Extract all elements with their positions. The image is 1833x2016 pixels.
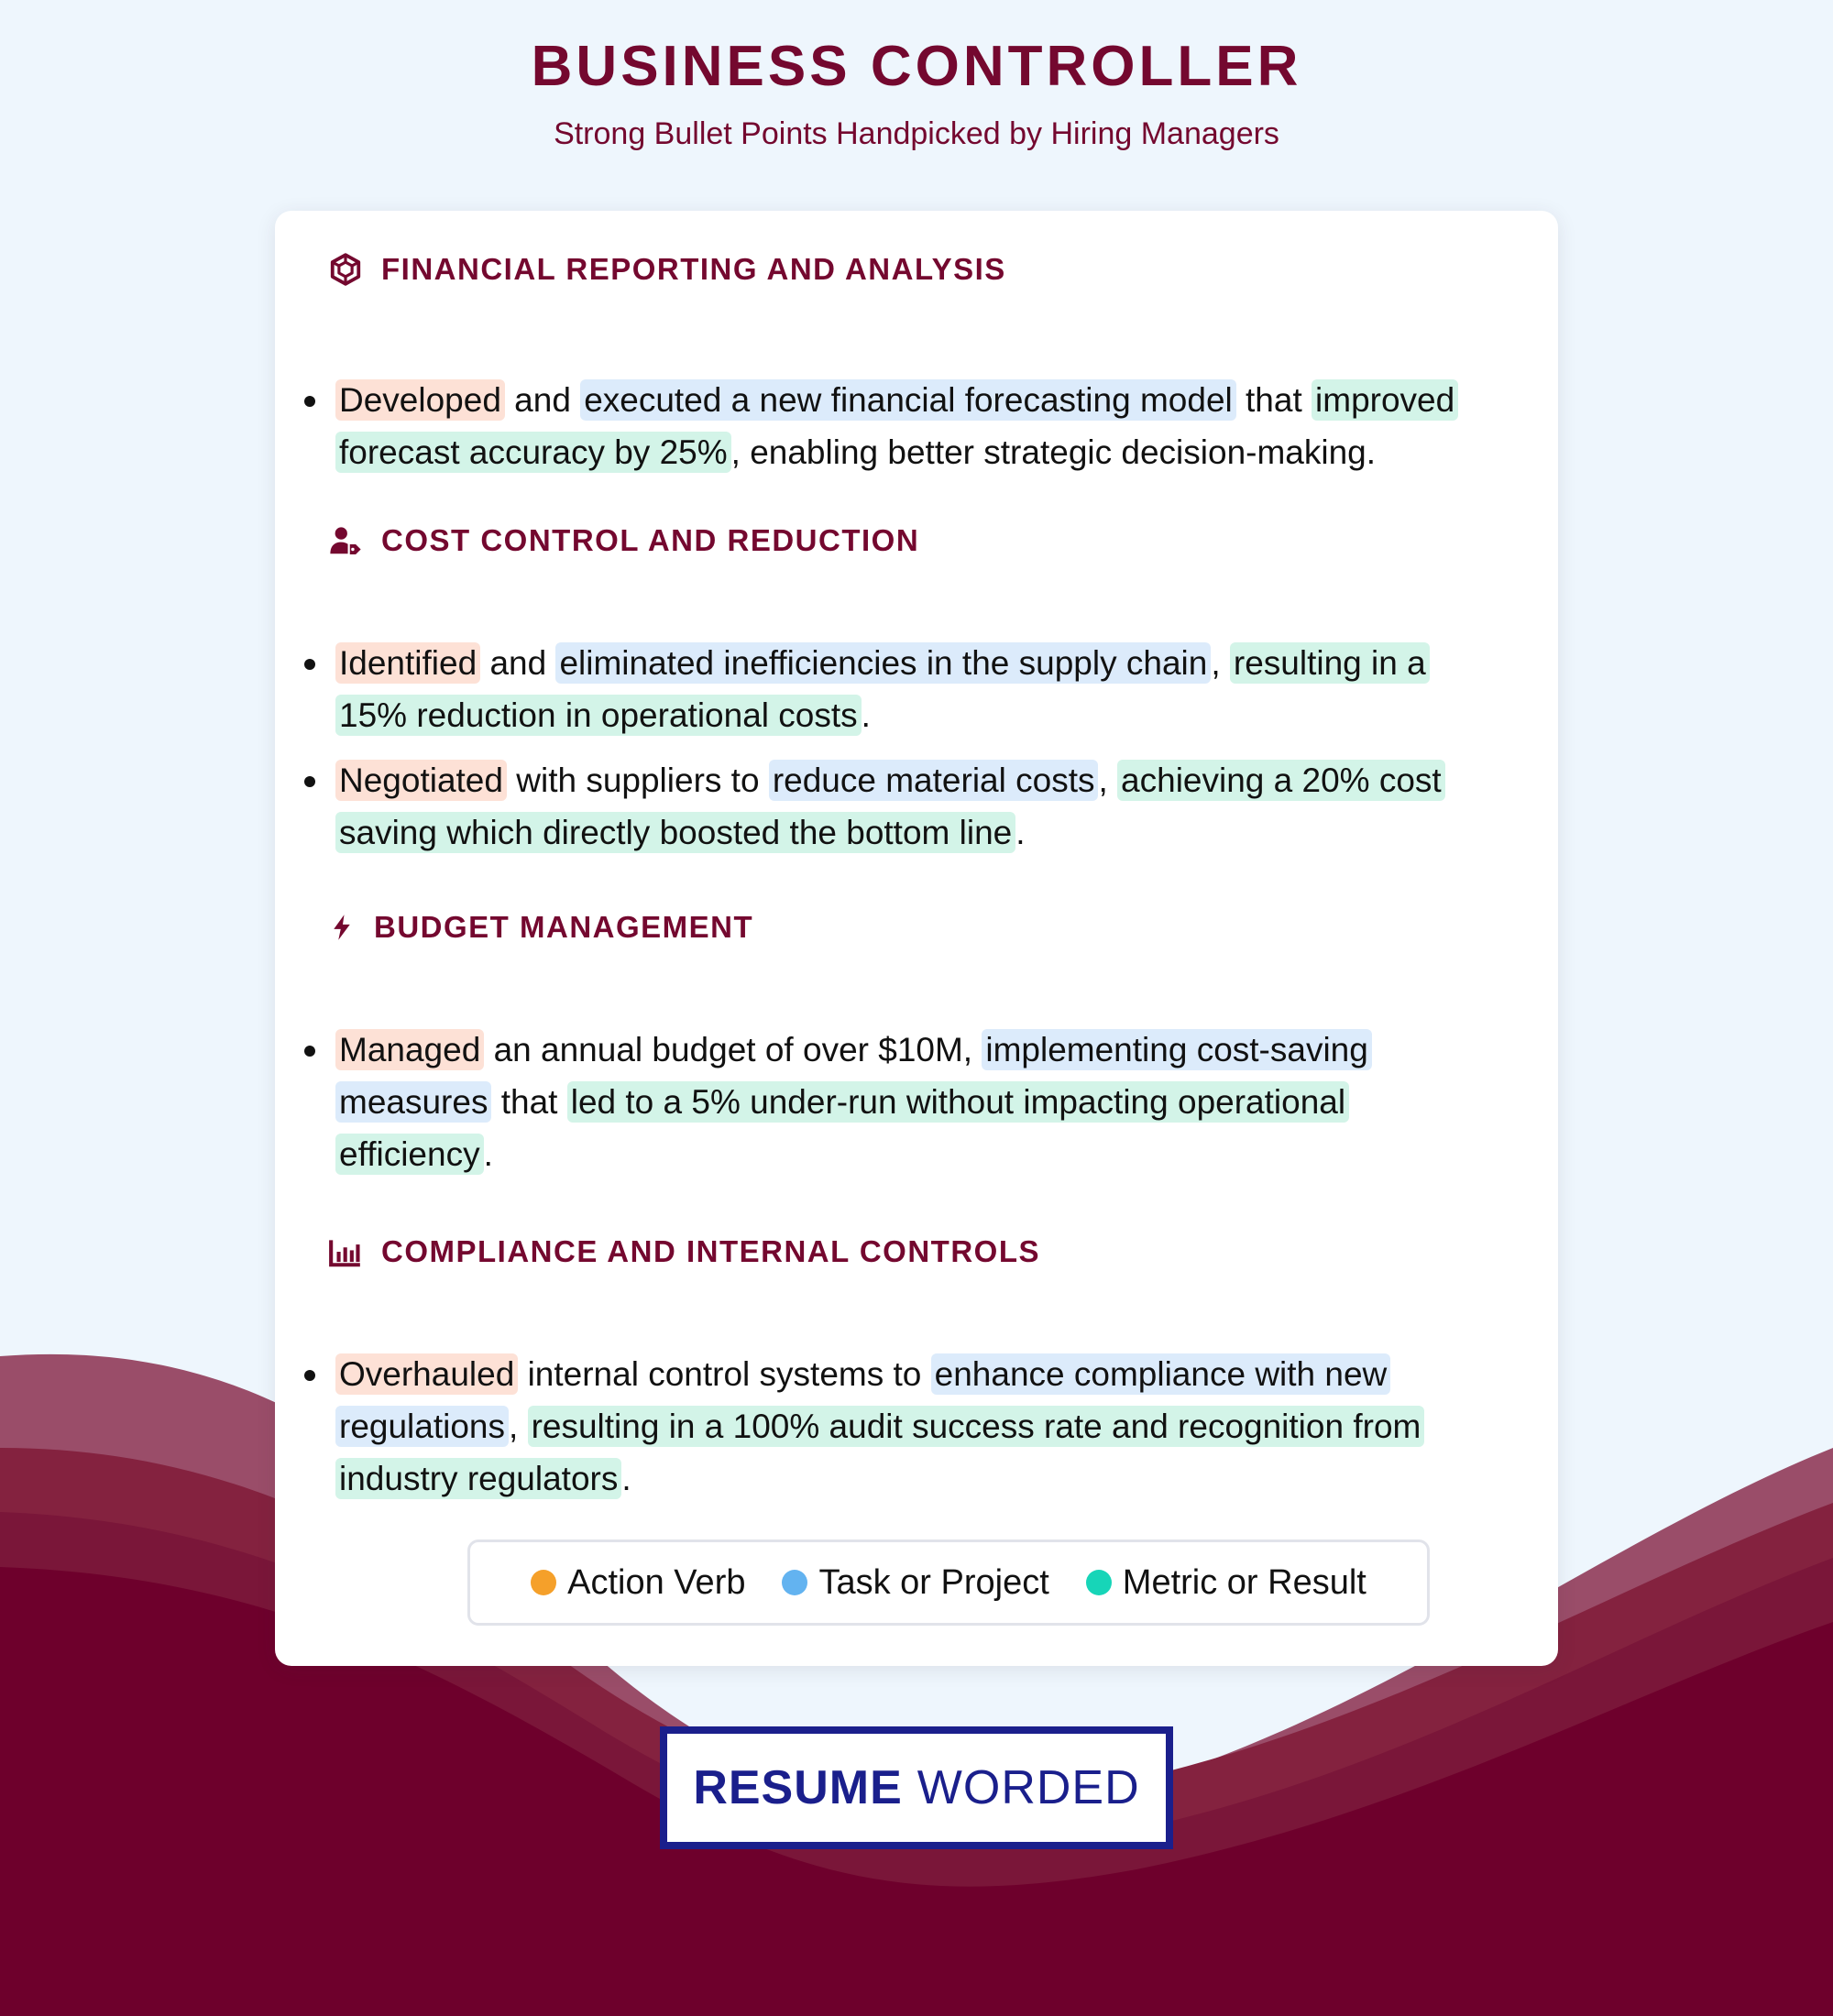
- bullet-list: [275, 637, 1472, 871]
- logo-regular-text: WORDED: [916, 1761, 1140, 1814]
- plain-text: that: [491, 1083, 567, 1121]
- plain-text: an annual budget of over $10M,: [484, 1031, 982, 1068]
- legend-item-metric: [1086, 1563, 1367, 1603]
- task-phrase: reduce material costs: [769, 760, 1099, 801]
- action-verb: Developed: [335, 379, 505, 421]
- user-tag-icon: [328, 523, 363, 558]
- legend-label: Task or Project: [818, 1562, 1049, 1602]
- page-subtitle: Strong Bullet Points Handpicked by Hiring Managers: [554, 116, 1279, 151]
- bullet-list: [275, 1024, 1472, 1193]
- legend-label: Metric or Result: [1122, 1562, 1367, 1602]
- plain-text: .: [483, 1135, 493, 1173]
- resume-worded-logo: [660, 1726, 1173, 1849]
- action-verb: Overhauled: [335, 1353, 518, 1395]
- metric-dot-icon: [1086, 1570, 1112, 1595]
- page-header: [0, 26, 1833, 156]
- bullet-item: [275, 1348, 1472, 1505]
- action-verb: Negotiated: [335, 760, 507, 801]
- plain-text: and: [504, 381, 581, 419]
- section-header: [328, 249, 1006, 290]
- legend-label: Action Verb: [567, 1562, 746, 1602]
- metric-phrase: led to a 5% under-run without impacting operational efficiency: [335, 1081, 1349, 1175]
- task-phrase: implementing cost-saving measures: [335, 1029, 1372, 1123]
- cube-icon: [328, 252, 363, 287]
- bullet-list: [275, 374, 1472, 491]
- plain-text: ,: [1098, 761, 1118, 799]
- task-phrase: executed a new financial forecasting model: [580, 379, 1236, 421]
- metric-phrase: improved forecast accuracy by 25%: [335, 379, 1458, 473]
- page-title: BUSINESS CONTROLLER: [531, 35, 1302, 98]
- plain-text: .: [621, 1460, 631, 1497]
- metric-phrase: resulting in a 15% reduction in operational costs: [335, 642, 1430, 736]
- lightning-bolt-icon: [328, 910, 356, 945]
- section-title: COMPLIANCE AND INTERNAL CONTROLS: [381, 1234, 1040, 1268]
- bullet-item: [275, 637, 1472, 741]
- section-title: FINANCIAL REPORTING AND ANALYSIS: [381, 252, 1006, 286]
- plain-text: .: [1015, 814, 1026, 851]
- section-title: COST CONTROL AND REDUCTION: [381, 523, 920, 557]
- plain-text: ,: [509, 1408, 528, 1445]
- task-phrase: eliminated inefficiencies in the supply chain: [555, 642, 1211, 684]
- task-dot-icon: [782, 1570, 807, 1595]
- bullet-item: [275, 754, 1472, 859]
- legend: [467, 1539, 1430, 1626]
- legend-item-action: [531, 1563, 745, 1603]
- section-header: [328, 520, 919, 561]
- metric-phrase: achieving a 20% cost saving which directly boosted the bottom line: [335, 760, 1445, 853]
- task-phrase: enhance compliance with new regulations: [335, 1353, 1390, 1447]
- bullet-list: [275, 1348, 1472, 1517]
- logo-bold-text: RESUME: [693, 1761, 903, 1814]
- bullet-item: [275, 1024, 1472, 1180]
- legend-item-task: [782, 1563, 1048, 1603]
- action-dot-icon: [531, 1570, 556, 1595]
- bar-chart-icon: [328, 1234, 363, 1269]
- section-header: [328, 907, 753, 948]
- plain-text: and: [480, 644, 556, 682]
- section-title: BUDGET MANAGEMENT: [374, 910, 754, 944]
- action-verb: Identified: [335, 642, 480, 684]
- plain-text: ,: [1211, 644, 1230, 682]
- bullet-points-card: [275, 211, 1558, 1666]
- plain-text: with suppliers to: [506, 761, 769, 799]
- section-header: [328, 1232, 1040, 1272]
- metric-phrase: resulting in a 100% audit success rate and recognition from industry regulators: [335, 1406, 1424, 1499]
- action-verb: Managed: [335, 1029, 484, 1070]
- plain-text: .: [861, 696, 871, 734]
- plain-text: internal control systems to: [518, 1355, 931, 1393]
- plain-text: , enabling better strategic decision-making.: [730, 433, 1377, 471]
- bullet-item: [275, 374, 1472, 478]
- plain-text: that: [1235, 381, 1312, 419]
